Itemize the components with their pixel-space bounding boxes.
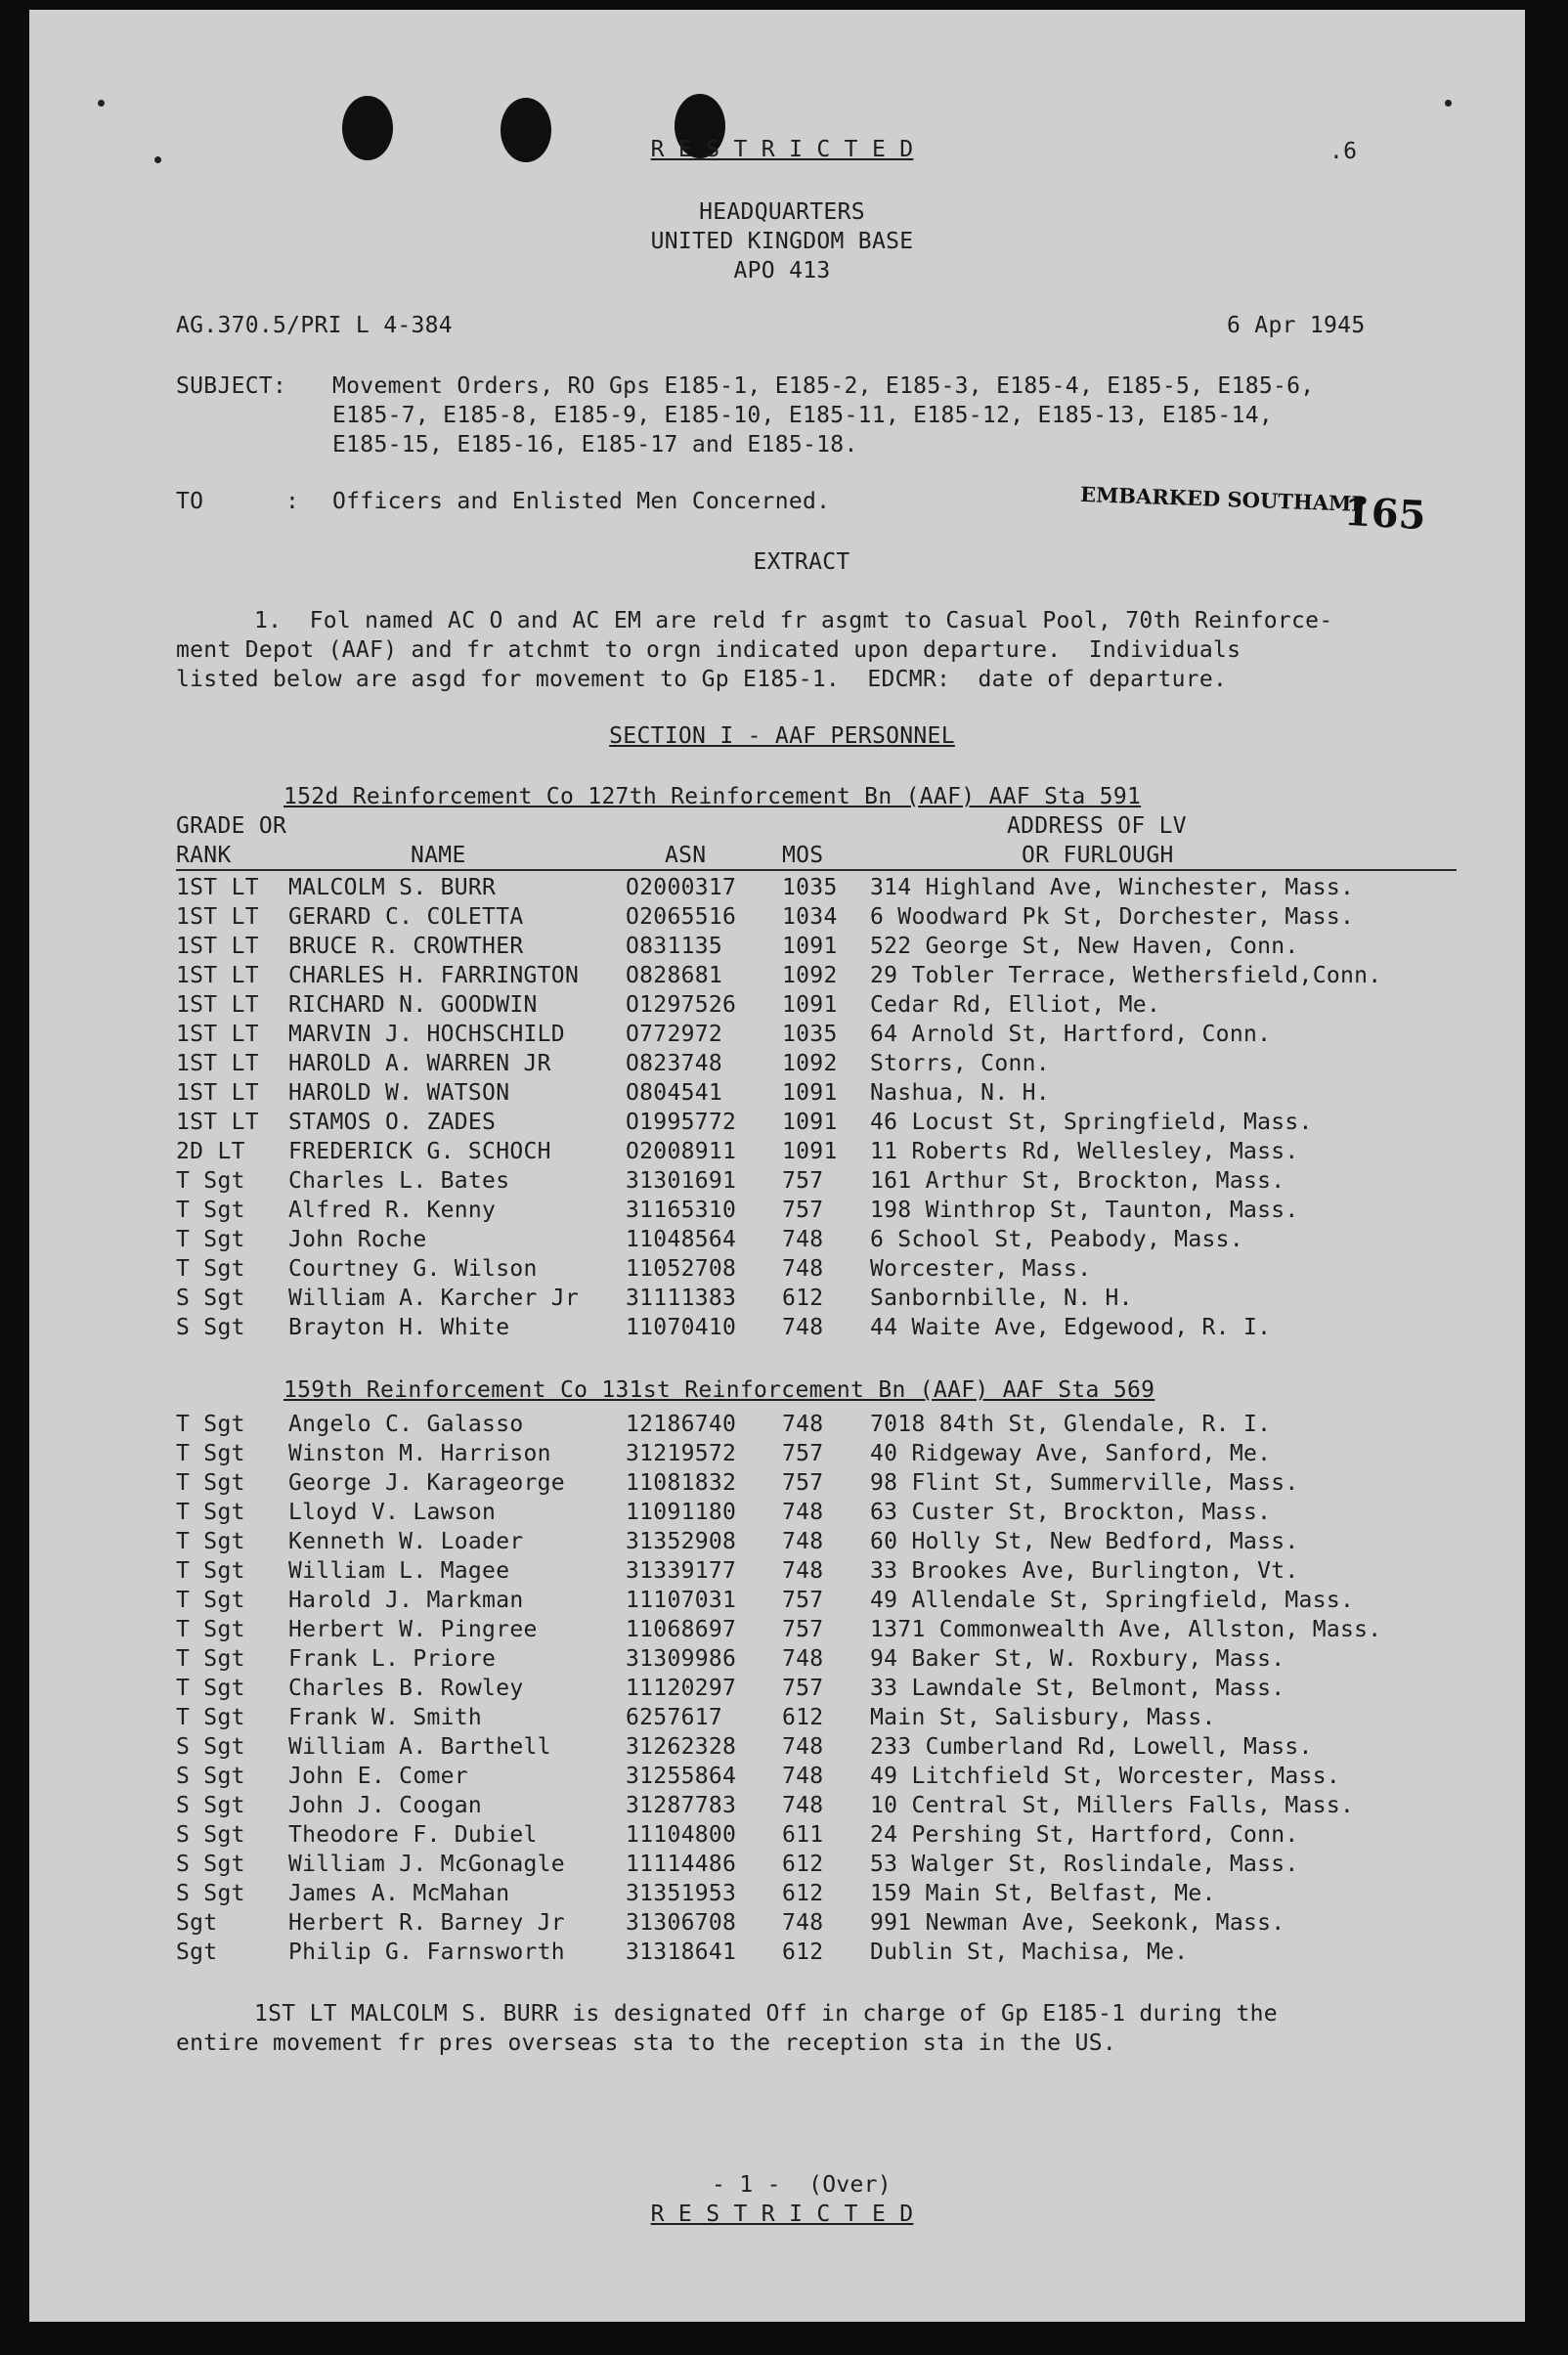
table-row [29, 1644, 1525, 1674]
row-rank: S Sgt [176, 1793, 245, 1818]
row-mos: 748 [782, 1315, 824, 1340]
row-mos: 748 [782, 1500, 824, 1525]
row-name: Theodore F. Dubiel [288, 1822, 538, 1848]
row-mos: 1091 [782, 1139, 838, 1164]
unit-2-heading: 159th Reinforcement Co 131st Reinforcement Bn (AAF) AAF Sta 569 [283, 1377, 1155, 1403]
row-asn: 11081832 [626, 1470, 737, 1496]
table-row [29, 1586, 1525, 1615]
table-row [29, 1615, 1525, 1644]
row-rank: Sgt [176, 1940, 218, 1965]
row-rank: 1ST LT [176, 1080, 259, 1106]
row-rank: Sgt [176, 1910, 218, 1936]
table-row [29, 1732, 1525, 1762]
row-name: FREDERICK G. SCHOCH [288, 1139, 551, 1164]
row-address: 1371 Commonwealth Ave, Allston, Mass. [870, 1617, 1382, 1642]
paragraph-1-line-2: ment Depot (AAF) and fr atchmt to orgn indicated upon departure. Individuals [176, 637, 1241, 663]
row-address: 29 Tobler Terrace, Wethersfield,Conn. [870, 963, 1382, 988]
table-row [29, 1820, 1525, 1850]
table-row [29, 961, 1525, 990]
row-asn: 31351953 [626, 1881, 737, 1906]
row-asn: O1297526 [626, 992, 737, 1018]
table-row [29, 1108, 1525, 1137]
row-name: William J. McGonagle [288, 1852, 565, 1877]
row-asn: 11120297 [626, 1676, 737, 1701]
subject-line-3: E185-15, E185-16, E185-17 and E185-18. [332, 432, 858, 458]
row-asn: 11048564 [626, 1227, 737, 1252]
to-label: TO [176, 489, 204, 514]
row-asn: 31339177 [626, 1558, 737, 1584]
row-asn: 11068697 [626, 1617, 737, 1642]
row-mos: 1034 [782, 904, 838, 930]
subject-line-1: Movement Orders, RO Gps E185-1, E185-2, E185-3, E185-4, E185-5, E185-6, [332, 373, 1315, 399]
row-name: James A. McMahan [288, 1881, 510, 1906]
table-row [29, 1020, 1525, 1049]
row-rank: T Sgt [176, 1676, 245, 1701]
row-name: William A. Barthell [288, 1734, 551, 1760]
table-row [29, 1908, 1525, 1938]
row-name: Lloyd V. Lawson [288, 1500, 497, 1525]
stray-mark [1445, 100, 1452, 107]
row-address: 33 Lawndale St, Belmont, Mass. [870, 1676, 1285, 1701]
row-asn: 31255864 [626, 1764, 737, 1789]
row-name: Brayton H. White [288, 1315, 510, 1340]
file-reference: AG.370.5/PRI L 4-384 [176, 313, 453, 338]
row-address: 49 Litchfield St, Worcester, Mass. [870, 1764, 1341, 1789]
row-address: 161 Arthur St, Brockton, Mass. [870, 1168, 1285, 1194]
row-name: Herbert R. Barney Jr [288, 1910, 565, 1936]
row-address: 233 Cumberland Rd, Lowell, Mass. [870, 1734, 1313, 1760]
table-row [29, 1703, 1525, 1732]
row-name: RICHARD N. GOODWIN [288, 992, 538, 1018]
row-address: 60 Holly St, New Bedford, Mass. [870, 1529, 1299, 1554]
row-rank: T Sgt [176, 1227, 245, 1252]
row-asn: 31318641 [626, 1940, 737, 1965]
classification-header: R E S T R I C T E D [650, 137, 914, 162]
row-asn: 31219572 [626, 1441, 737, 1466]
row-address: Sanbornbille, N. H. [870, 1286, 1133, 1311]
row-asn: 31262328 [626, 1734, 737, 1760]
row-asn: O831135 [626, 934, 723, 959]
table-row [29, 902, 1525, 932]
row-mos: 748 [782, 1734, 824, 1760]
row-name: Herbert W. Pingree [288, 1617, 538, 1642]
row-asn: O804541 [626, 1080, 723, 1106]
row-rank: S Sgt [176, 1881, 245, 1906]
table-row [29, 1225, 1525, 1254]
embarked-stamp: EMBARKED SOUTHAMP [1079, 481, 1368, 517]
row-address: 10 Central St, Millers Falls, Mass. [870, 1793, 1355, 1818]
stray-mark [154, 156, 161, 163]
row-asn: O2000317 [626, 875, 737, 900]
column-header-address: ADDRESS OF LV [1007, 813, 1187, 839]
row-mos: 757 [782, 1441, 824, 1466]
row-address: Cedar Rd, Elliot, Me. [870, 992, 1161, 1018]
table-row [29, 873, 1525, 902]
page-number: .6 [1329, 139, 1358, 164]
row-name: John J. Coogan [288, 1793, 483, 1818]
row-asn: O1995772 [626, 1110, 737, 1135]
row-mos: 612 [782, 1940, 824, 1965]
classification-footer: R E S T R I C T E D [650, 2202, 914, 2227]
row-asn: 31111383 [626, 1286, 737, 1311]
table-row [29, 1078, 1525, 1108]
row-asn: 6257617 [626, 1705, 723, 1730]
row-name: STAMOS O. ZADES [288, 1110, 497, 1135]
row-mos: 1091 [782, 992, 838, 1018]
row-rank: 1ST LT [176, 934, 259, 959]
row-name: MARVIN J. HOCHSCHILD [288, 1022, 565, 1047]
row-asn: 31309986 [626, 1646, 737, 1672]
row-rank: 1ST LT [176, 1110, 259, 1135]
row-mos: 1092 [782, 1051, 838, 1076]
row-mos: 1091 [782, 934, 838, 959]
row-rank: T Sgt [176, 1256, 245, 1282]
table-row [29, 1313, 1525, 1342]
row-address: 198 Winthrop St, Taunton, Mass. [870, 1198, 1299, 1223]
table-row [29, 1498, 1525, 1527]
row-address: 6 School St, Peabody, Mass. [870, 1227, 1243, 1252]
row-rank: T Sgt [176, 1198, 245, 1223]
row-address: 991 Newman Ave, Seekonk, Mass. [870, 1910, 1285, 1936]
table-row [29, 990, 1525, 1020]
table-row [29, 1137, 1525, 1166]
row-mos: 1091 [782, 1080, 838, 1106]
table-row [29, 1762, 1525, 1791]
table-row [29, 1166, 1525, 1196]
row-rank: T Sgt [176, 1705, 245, 1730]
row-rank: 1ST LT [176, 1022, 259, 1047]
row-rank: 2D LT [176, 1139, 245, 1164]
row-asn: 31165310 [626, 1198, 737, 1223]
table-row [29, 1410, 1525, 1439]
row-mos: 748 [782, 1529, 824, 1554]
row-address: 24 Pershing St, Hartford, Conn. [870, 1822, 1299, 1848]
row-rank: T Sgt [176, 1441, 245, 1466]
row-address: Nashua, N. H. [870, 1080, 1050, 1106]
row-mos: 1091 [782, 1110, 838, 1135]
column-header-mos: MOS [782, 843, 824, 868]
table-row [29, 1938, 1525, 1967]
row-mos: 1035 [782, 875, 838, 900]
row-address: Storrs, Conn. [870, 1051, 1050, 1076]
row-asn: O828681 [626, 963, 723, 988]
row-asn: O772972 [626, 1022, 723, 1047]
row-rank: S Sgt [176, 1734, 245, 1760]
table-row [29, 1791, 1525, 1820]
row-name: Frank W. Smith [288, 1705, 483, 1730]
column-header-grade: GRADE OR [176, 813, 287, 839]
row-asn: 11091180 [626, 1500, 737, 1525]
extract-heading: EXTRACT [753, 549, 850, 575]
row-address: 46 Locust St, Springfield, Mass. [870, 1110, 1313, 1135]
table-row [29, 1556, 1525, 1586]
row-mos: 611 [782, 1822, 824, 1848]
row-rank: T Sgt [176, 1646, 245, 1672]
column-header-rule [176, 869, 1457, 871]
row-name: John Roche [288, 1227, 427, 1252]
row-address: 64 Arnold St, Hartford, Conn. [870, 1022, 1272, 1047]
paragraph-1-line-3: listed below are asgd for movement to Gp E185-1. EDCMR: date of departure. [176, 667, 1228, 692]
row-rank: T Sgt [176, 1412, 245, 1437]
row-asn: 31306708 [626, 1910, 737, 1936]
row-rank: S Sgt [176, 1852, 245, 1877]
table-row [29, 1850, 1525, 1879]
row-address: 11 Roberts Rd, Wellesley, Mass. [870, 1139, 1299, 1164]
row-rank: S Sgt [176, 1764, 245, 1789]
row-mos: 1035 [782, 1022, 838, 1047]
table-row [29, 1879, 1525, 1908]
row-mos: 757 [782, 1676, 824, 1701]
row-mos: 748 [782, 1558, 824, 1584]
row-rank: 1ST LT [176, 992, 259, 1018]
column-header-rank: RANK [176, 843, 232, 868]
table-row [29, 1674, 1525, 1703]
table-row [29, 1196, 1525, 1225]
closing-line-2: entire movement fr pres overseas sta to the reception sta in the US. [176, 2030, 1117, 2056]
row-address: 314 Highland Ave, Winchester, Mass. [870, 875, 1355, 900]
table-row [29, 1049, 1525, 1078]
closing-line-1: 1ST LT MALCOLM S. BURR is designated Off in charge of Gp E185-1 during the [254, 2001, 1278, 2027]
row-address: Main St, Salisbury, Mass. [870, 1705, 1216, 1730]
row-name: Courtney G. Wilson [288, 1256, 538, 1282]
row-rank: 1ST LT [176, 1051, 259, 1076]
column-header-name: NAME [411, 843, 466, 868]
row-mos: 748 [782, 1256, 824, 1282]
row-address: Worcester, Mass. [870, 1256, 1092, 1282]
table-row [29, 1254, 1525, 1284]
row-rank: T Sgt [176, 1168, 245, 1194]
row-mos: 757 [782, 1198, 824, 1223]
paragraph-1-line-1: 1. Fol named AC O and AC EM are reld fr asgmt to Casual Pool, 70th Reinforce- [254, 608, 1333, 633]
document-page [29, 10, 1525, 2322]
to-colon: : [285, 489, 300, 514]
row-rank: T Sgt [176, 1470, 245, 1496]
row-address: 94 Baker St, W. Roxbury, Mass. [870, 1646, 1285, 1672]
row-asn: 11052708 [626, 1256, 737, 1282]
row-asn: 31301691 [626, 1168, 737, 1194]
row-rank: S Sgt [176, 1315, 245, 1340]
row-address: 53 Walger St, Roslindale, Mass. [870, 1852, 1299, 1877]
row-mos: 748 [782, 1227, 824, 1252]
row-rank: T Sgt [176, 1588, 245, 1613]
row-name: BRUCE R. CROWTHER [288, 934, 524, 959]
letterhead-line-3: APO 413 [733, 258, 831, 283]
subject-label: SUBJECT: [176, 373, 287, 399]
row-name: William A. Karcher Jr [288, 1286, 580, 1311]
row-mos: 748 [782, 1764, 824, 1789]
stray-mark [98, 100, 105, 107]
row-asn: 31352908 [626, 1529, 737, 1554]
row-name: Frank L. Priore [288, 1646, 497, 1672]
row-name: Charles L. Bates [288, 1168, 510, 1194]
footer-page-number: - 1 - (Over) [712, 2172, 892, 2198]
row-rank: T Sgt [176, 1558, 245, 1584]
subject-line-2: E185-7, E185-8, E185-9, E185-10, E185-11, E185-12, E185-13, E185-14, [332, 403, 1274, 428]
row-address: 7018 84th St, Glendale, R. I. [870, 1412, 1272, 1437]
row-mos: 748 [782, 1910, 824, 1936]
punch-hole-left [342, 96, 393, 160]
row-mos: 1092 [782, 963, 838, 988]
row-mos: 612 [782, 1705, 824, 1730]
row-name: Harold J. Markman [288, 1588, 524, 1613]
row-name: Winston M. Harrison [288, 1441, 551, 1466]
row-rank: 1ST LT [176, 875, 259, 900]
column-header-asn: ASN [665, 843, 707, 868]
embarked-stamp-number: 165 [1342, 488, 1427, 540]
table-row [29, 1527, 1525, 1556]
row-name: Kenneth W. Loader [288, 1529, 524, 1554]
row-name: Charles B. Rowley [288, 1676, 524, 1701]
row-rank: T Sgt [176, 1529, 245, 1554]
row-rank: S Sgt [176, 1822, 245, 1848]
row-address: 159 Main St, Belfast, Me. [870, 1881, 1216, 1906]
row-address: 40 Ridgeway Ave, Sanford, Me. [870, 1441, 1272, 1466]
row-name: HAROLD A. WARREN JR [288, 1051, 551, 1076]
row-name: GERARD C. COLETTA [288, 904, 524, 930]
row-name: MALCOLM S. BURR [288, 875, 497, 900]
row-address: 49 Allendale St, Springfield, Mass. [870, 1588, 1355, 1613]
table-row [29, 1468, 1525, 1498]
row-rank: T Sgt [176, 1500, 245, 1525]
row-mos: 757 [782, 1588, 824, 1613]
table-row [29, 932, 1525, 961]
row-name: William L. Magee [288, 1558, 510, 1584]
row-address: 98 Flint St, Summerville, Mass. [870, 1470, 1299, 1496]
punch-hole-middle [501, 98, 551, 162]
row-mos: 748 [782, 1412, 824, 1437]
unit-1-heading: 152d Reinforcement Co 127th Reinforcement Bn (AAF) AAF Sta 591 [283, 784, 1142, 809]
row-address: 522 George St, New Haven, Conn. [870, 934, 1299, 959]
row-name: Philip G. Farnsworth [288, 1940, 565, 1965]
row-rank: T Sgt [176, 1617, 245, 1642]
row-mos: 757 [782, 1617, 824, 1642]
table-row [29, 1439, 1525, 1468]
row-mos: 612 [782, 1881, 824, 1906]
row-rank: 1ST LT [176, 904, 259, 930]
row-asn: 31287783 [626, 1793, 737, 1818]
row-mos: 748 [782, 1793, 824, 1818]
row-mos: 612 [782, 1852, 824, 1877]
row-asn: 11114486 [626, 1852, 737, 1877]
row-name: Alfred R. Kenny [288, 1198, 497, 1223]
row-asn: O823748 [626, 1051, 723, 1076]
row-rank: 1ST LT [176, 963, 259, 988]
row-asn: O2065516 [626, 904, 737, 930]
document-date: 6 Apr 1945 [1227, 313, 1366, 338]
row-address: 44 Waite Ave, Edgewood, R. I. [870, 1315, 1272, 1340]
row-mos: 748 [782, 1646, 824, 1672]
row-asn: 11104800 [626, 1822, 737, 1848]
letterhead-line-2: UNITED KINGDOM BASE [650, 229, 914, 254]
section-heading: SECTION I - AAF PERSONNEL [609, 723, 955, 749]
row-address: 63 Custer St, Brockton, Mass. [870, 1500, 1272, 1525]
row-address: 33 Brookes Ave, Burlington, Vt. [870, 1558, 1299, 1584]
row-asn: 11107031 [626, 1588, 737, 1613]
row-name: CHARLES H. FARRINGTON [288, 963, 580, 988]
to-recipients: Officers and Enlisted Men Concerned. [332, 489, 831, 514]
row-name: John E. Comer [288, 1764, 468, 1789]
row-asn: O2008911 [626, 1139, 737, 1164]
row-address: 6 Woodward Pk St, Dorchester, Mass. [870, 904, 1355, 930]
letterhead-line-1: HEADQUARTERS [699, 199, 865, 225]
row-mos: 757 [782, 1168, 824, 1194]
row-mos: 612 [782, 1286, 824, 1311]
row-asn: 11070410 [626, 1315, 737, 1340]
row-rank: S Sgt [176, 1286, 245, 1311]
row-address: Dublin St, Machisa, Me. [870, 1940, 1189, 1965]
column-header-furlough: OR FURLOUGH [1022, 843, 1174, 868]
row-asn: 12186740 [626, 1412, 737, 1437]
row-name: Angelo C. Galasso [288, 1412, 524, 1437]
table-row [29, 1284, 1525, 1313]
row-mos: 757 [782, 1470, 824, 1496]
row-name: George J. Karageorge [288, 1470, 565, 1496]
row-name: HAROLD W. WATSON [288, 1080, 510, 1106]
